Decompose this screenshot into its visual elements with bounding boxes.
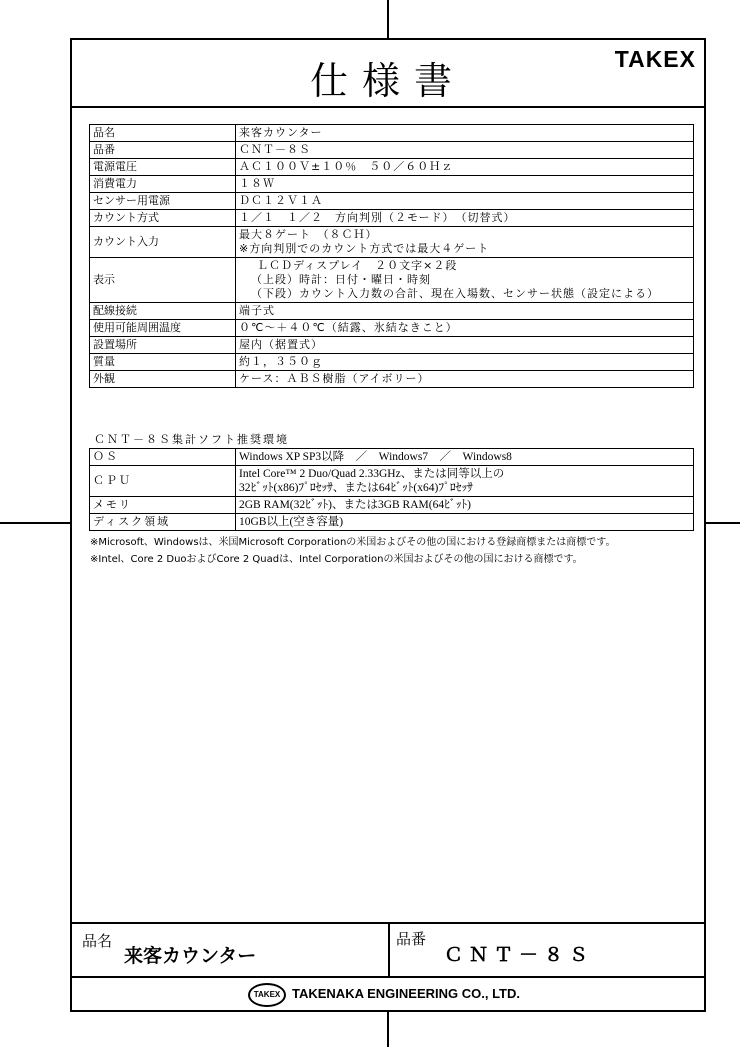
value-line: 最大８ゲート （８ＣＨ） [239,228,378,241]
spec-row [90,210,694,227]
row-value [236,159,694,176]
spec-row [90,176,694,193]
row-value [236,354,694,371]
row-value [236,497,694,514]
value-line: 来客カウンター [239,126,323,139]
row-label: ＯＳ [90,449,236,466]
value-line: 32ﾋﾞｯﾄ(x86)ﾌﾟﾛｾｯｻ、または64ﾋﾞｯﾄ(x64)ﾌﾟﾛｾｯｻ [239,482,473,494]
value-line: 約１，３５０ｇ [239,355,323,368]
takex-logo: TAKEX [614,46,696,72]
value-line: ＡＣ１００Ｖ±１０％ ５０／６０Ｈｚ [239,160,454,173]
value-line: （上段）時計：日付・曜日・時刻 [251,273,431,286]
software-row [90,466,694,497]
document-title: 仕様書 [309,59,466,103]
row-label: 品名 [90,125,236,142]
company-name: TAKENAKA ENGINEERING CO., LTD. [292,986,520,1001]
value-line: ＬＣＤディスプレイ ２０文字×２段 [257,259,458,272]
spec-table [89,124,694,388]
row-label: センサー用電源 [90,193,236,210]
spec-row [90,193,694,210]
row-label: 電源電圧 [90,159,236,176]
row-value [236,337,694,354]
footer-model-label: 品番 [396,930,427,948]
row-value [236,258,694,303]
row-label: 使用可能周囲温度 [90,320,236,337]
row-value [236,125,694,142]
spec-row [90,227,694,258]
row-label: ディスク領域 [90,514,236,531]
value-line: （下段）カウント入力数の合計、現在入場数、センサー状態（設定による） [251,287,659,300]
row-label: 質量 [90,354,236,371]
row-value [236,466,694,497]
row-value [236,176,694,193]
spec-row [90,371,694,388]
row-label: 消費電力 [90,176,236,193]
spec-row [90,303,694,320]
value-line: ＤＣ１２Ｖ１Ａ [239,194,323,207]
value-line: ＣＮＴ－８Ｓ [239,143,311,156]
value-line: Intel Core™ 2 Duo/Quad 2.33GHz、または同等以上の [239,468,505,480]
row-value [236,227,694,258]
software-row [90,449,694,466]
spec-row [90,142,694,159]
row-label: カウント方式 [90,210,236,227]
value-line: Windows XP SP3以降 ／ Windows7 ／ Windows8 [239,451,512,463]
row-label: 設置場所 [90,337,236,354]
spec-row [90,258,694,303]
row-value [236,193,694,210]
value-line: １／１ １／２ 方向判別（２モード） （切替式） [239,211,516,224]
row-value [236,303,694,320]
row-value [236,210,694,227]
header-divider [72,106,704,108]
footer-column-divider [388,922,390,976]
software-table [89,448,694,531]
value-line: 2GB RAM(32ﾋﾞｯﾄ)、または3GB RAM(64ﾋﾞｯﾄ) [239,499,471,511]
row-label: ＣＰＵ [90,466,236,497]
row-label: メモリ [90,497,236,514]
footer-model-value: ＣＮＴ－８Ｓ [444,944,595,966]
value-line: １８Ｗ [239,177,275,190]
row-label: 配線接続 [90,303,236,320]
spec-row [90,125,694,142]
value-line: ケース：ＡＢＳ樹脂（アイボリー） [239,372,430,385]
crop-mark-bottom [387,1012,389,1047]
value-line: 屋内（据置式） [239,338,323,351]
row-value [236,514,694,531]
row-value [236,371,694,388]
value-line: 端子式 [239,304,275,317]
company-logo: TAKEX [248,983,286,1007]
software-caption: ＣＮＴ－８Ｓ集計ソフト推奨環境 [94,433,289,446]
row-label: カウント入力 [90,227,236,258]
row-value [236,320,694,337]
row-label: 表示 [90,258,236,303]
software-row [90,514,694,531]
footer-name-label: 品名 [82,932,113,950]
crop-mark-left [0,522,70,524]
spec-row [90,159,694,176]
document-frame [70,38,706,1012]
value-line: ※方向判別でのカウント方式では最大４ゲート [239,242,490,255]
row-value [236,142,694,159]
footer-name-value: 来客カウンター [124,945,257,967]
software-row [90,497,694,514]
trademark-note-intel: ※Intel、Core 2 DuoおよびCore 2 Quadは、Intel Corporationの米国およびその他の国における商標です。 [90,554,583,565]
crop-mark-top [387,0,389,38]
value-line: ０℃～＋４０℃（結露、氷結なきこと） [239,321,458,334]
footer-company-divider [72,976,704,978]
spec-row [90,320,694,337]
spec-row [90,337,694,354]
spec-row [90,354,694,371]
crop-mark-right [706,522,740,524]
trademark-note-microsoft: ※Microsoft、Windowsは、米国Microsoft Corporationの米国およびその他の国における登録商標または商標です。 [90,537,616,548]
row-value [236,449,694,466]
row-label: 品番 [90,142,236,159]
value-line: 10GB以上(空き容量) [239,516,344,528]
row-label: 外観 [90,371,236,388]
